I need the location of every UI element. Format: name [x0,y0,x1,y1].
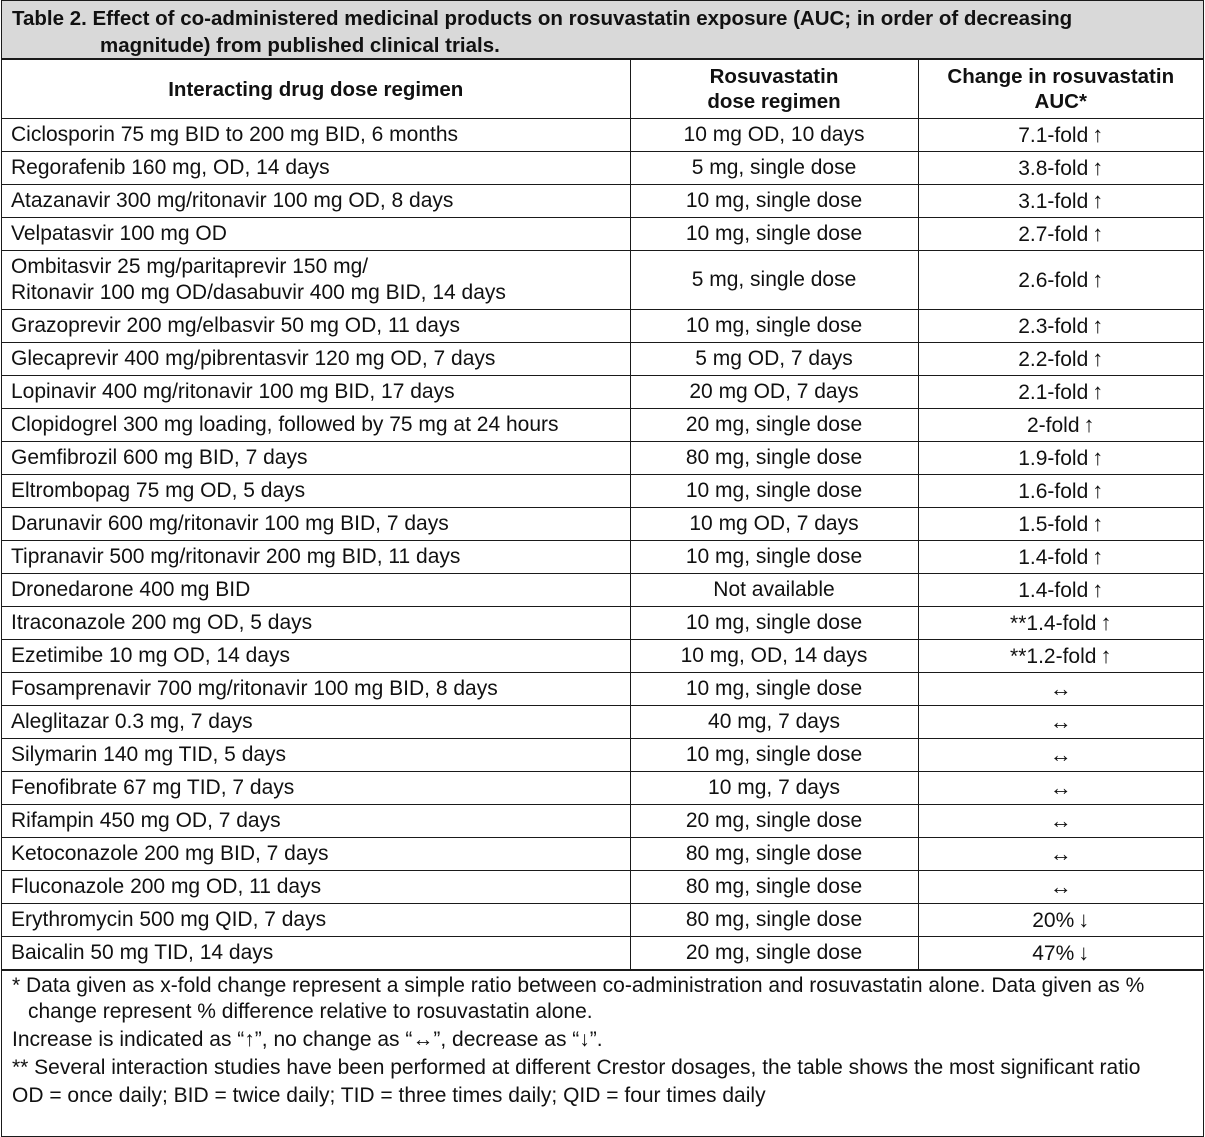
header-drug-label: Interacting drug dose regimen [168,77,464,101]
table-row [2,574,1203,607]
up-arrow-icon: ↑ [1092,510,1104,536]
cell-interacting-drug [2,541,630,574]
down-arrow-icon: ↓ [1078,906,1090,932]
up-arrow-icon: ↑ [1092,121,1104,147]
table-row [2,871,1203,904]
cell-interacting-drug [2,251,630,310]
auc-change-value: 1.4-fold [1018,578,1089,602]
table-row [2,904,1203,937]
cell-auc-change [918,251,1203,310]
auc-change-value: **1.4-fold [1010,611,1097,635]
cell-interacting-drug [2,185,630,218]
table-row [2,119,1203,152]
cell-interacting-drug [2,119,630,152]
cell-rosuvastatin-dose: Not available [630,574,918,607]
cell-auc-change [918,739,1203,772]
auc-change-value: 1.4-fold [1018,545,1089,569]
cell-interacting-drug [2,904,630,937]
cell-interacting-drug [2,409,630,442]
up-arrow-icon: ↑ [1092,312,1104,338]
cell-rosuvastatin-dose: 10 mg, single dose [630,541,918,574]
header-rosuvastatin-dose [630,60,918,119]
cell-rosuvastatin-dose: 5 mg, single dose [630,251,918,310]
table-row [2,541,1203,574]
table-row [2,508,1203,541]
auc-change-value: 3.8-fold [1018,156,1089,180]
footnote-abbreviations: OD = once daily; BID = twice daily; TID = three times daily; QID = four times daily [12,1084,766,1107]
drug-regimen-text: Eltrombopag 75 mg OD, 5 days [11,479,306,502]
cell-auc-change [918,805,1203,838]
cell-rosuvastatin-dose: 10 mg, OD, 14 days [630,640,918,673]
cell-interacting-drug [2,475,630,508]
cell-rosuvastatin-dose: 80 mg, single dose [630,904,918,937]
table-row [2,640,1203,673]
cell-interacting-drug [2,508,630,541]
cell-interacting-drug [2,805,630,838]
drug-regimen-text: Grazoprevir 200 mg/elbasvir 50 mg OD, 11 days [11,314,460,337]
cell-auc-change [918,904,1203,937]
cell-auc-change [918,706,1203,739]
table-row [2,442,1203,475]
table-row [2,343,1203,376]
drug-regimen-text: Silymarin 140 mg TID, 5 days [11,743,287,766]
cell-interacting-drug [2,574,630,607]
cell-auc-change [918,508,1203,541]
cell-rosuvastatin-dose: 10 mg, single dose [630,218,918,251]
cell-rosuvastatin-dose: 10 mg, single dose [630,673,918,706]
cell-auc-change [918,937,1203,970]
cell-interacting-drug [2,871,630,904]
cell-rosuvastatin-dose: 10 mg, single dose [630,475,918,508]
drug-regimen-text: Clopidogrel 300 mg loading, followed by 75 mg at 24 hours [11,413,559,436]
cell-rosuvastatin-dose: 5 mg OD, 7 days [630,343,918,376]
cell-interacting-drug [2,442,630,475]
cell-auc-change [918,871,1203,904]
auc-change-value: 1.9-fold [1018,446,1089,470]
table-row [2,251,1203,310]
cell-auc-change [918,442,1203,475]
footnote-arrow-legend: Increase is indicated as “↑”, no change as “↔”, decrease as “↓”. [12,1028,603,1051]
no-change-arrow-icon: ↔ [1049,708,1072,734]
down-arrow-icon: ↓ [1078,939,1090,965]
up-arrow-icon: ↑ [1100,642,1112,668]
table-row [2,607,1203,640]
cell-auc-change [918,640,1203,673]
drug-regimen-text: Glecaprevir 400 mg/pibrentasvir 120 mg OD, 7 days [11,347,496,370]
drug-regimen-text: Fosamprenavir 700 mg/ritonavir 100 mg BID, 8 days [11,677,498,700]
cell-rosuvastatin-dose: 80 mg, single dose [630,871,918,904]
auc-change-value: 2-fold [1026,413,1080,437]
up-arrow-icon: ↑ [1092,154,1104,180]
up-arrow-icon: ↑ [1092,477,1104,503]
cell-rosuvastatin-dose: 20 mg, single dose [630,805,918,838]
cell-auc-change [918,673,1203,706]
cell-interacting-drug [2,838,630,871]
drug-regimen-text: Erythromycin 500 mg QID, 7 days [11,908,327,931]
table-row [2,937,1203,970]
cell-interacting-drug [2,343,630,376]
cell-auc-change [918,475,1203,508]
drug-regimen-text: Ciclosporin 75 mg BID to 200 mg BID, 6 months [11,123,459,146]
up-arrow-icon: ↑ [1100,609,1112,635]
interaction-table-document [1,0,1204,1137]
table-row [2,409,1203,442]
caption-line-2: magnitude) from published clinical trials. [100,34,500,57]
up-arrow-icon: ↑ [1092,187,1104,213]
drug-regimen-text: Dronedarone 400 mg BID [11,578,251,601]
cell-auc-change [918,218,1203,251]
drug-regimen-text: Fluconazole 200 mg OD, 11 days [11,875,322,898]
cell-interacting-drug [2,937,630,970]
cell-rosuvastatin-dose: 10 mg, single dose [630,310,918,343]
no-change-arrow-icon: ↔ [1049,675,1072,701]
header-interacting-drug [2,60,630,119]
drug-regimen-text: Baicalin 50 mg TID, 14 days [11,941,274,964]
table-row [2,739,1203,772]
auc-change-value: **1.2-fold [1010,644,1097,668]
drug-regimen-text: Velpatasvir 100 mg OD [11,222,227,245]
table-row [2,838,1203,871]
cell-rosuvastatin-dose: 10 mg, single dose [630,739,918,772]
cell-rosuvastatin-dose: 80 mg, single dose [630,442,918,475]
drug-regimen-text: Ombitasvir 25 mg/paritaprevir 150 mg/ [11,255,369,278]
header-row [2,60,1203,119]
cell-auc-change [918,409,1203,442]
up-arrow-icon: ↑ [1092,543,1104,569]
up-arrow-icon: ↑ [1092,266,1104,292]
header-change-line-1: Change in rosuvastatin [947,65,1175,88]
cell-rosuvastatin-dose: 20 mg, single dose [630,409,918,442]
drug-regimen-text: Aleglitazar 0.3 mg, 7 days [11,710,253,733]
cell-interacting-drug [2,310,630,343]
cell-auc-change [918,185,1203,218]
cell-auc-change [918,541,1203,574]
auc-change-value: 1.6-fold [1018,479,1089,503]
cell-auc-change [918,838,1203,871]
cell-auc-change [918,310,1203,343]
drug-regimen-text: Ketoconazole 200 mg BID, 7 days [11,842,329,865]
cell-auc-change [918,574,1203,607]
drug-regimen-text: Atazanavir 300 mg/ritonavir 100 mg OD, 8 days [11,189,454,212]
table-row [2,218,1203,251]
table-row [2,673,1203,706]
header-dose-line-2: dose regimen [707,90,841,113]
header-auc-change [918,60,1203,119]
table-row [2,376,1203,409]
table-row [2,475,1203,508]
table-body [2,119,1203,970]
up-arrow-icon: ↑ [1092,220,1104,246]
table-row [2,185,1203,218]
cell-auc-change [918,607,1203,640]
cell-rosuvastatin-dose: 20 mg, single dose [630,937,918,970]
cell-interacting-drug [2,739,630,772]
cell-rosuvastatin-dose: 80 mg, single dose [630,838,918,871]
drug-regimen-text: Regorafenib 160 mg, OD, 14 days [11,156,330,179]
drug-interaction-table [2,60,1203,970]
table-row [2,805,1203,838]
up-arrow-icon: ↑ [1092,378,1104,404]
cell-interacting-drug [2,706,630,739]
cell-interacting-drug [2,607,630,640]
cell-auc-change [918,772,1203,805]
drug-regimen-text: Darunavir 600 mg/ritonavir 100 mg BID, 7 days [11,512,449,535]
auc-change-value: 20% [1032,908,1075,932]
table-caption [2,1,1203,60]
cell-interacting-drug [2,218,630,251]
drug-regimen-text: Lopinavir 400 mg/ritonavir 100 mg BID, 17 days [11,380,455,403]
up-arrow-icon: ↑ [1083,411,1095,437]
no-change-arrow-icon: ↔ [1049,741,1072,767]
cell-rosuvastatin-dose: 10 mg, 7 days [630,772,918,805]
cell-interacting-drug [2,673,630,706]
auc-change-value: 47% [1032,941,1075,965]
up-arrow-icon: ↑ [1092,444,1104,470]
cell-rosuvastatin-dose: 10 mg, single dose [630,185,918,218]
auc-change-value: 2.7-fold [1018,222,1089,246]
drug-regimen-text-line-2: Ritonavir 100 mg OD/dasabuvir 400 mg BID, 14 days [11,281,506,304]
drug-regimen-text: Ezetimibe 10 mg OD, 14 days [11,644,290,667]
up-arrow-icon: ↑ [1092,576,1104,602]
cell-rosuvastatin-dose: 10 mg, single dose [630,607,918,640]
cell-rosuvastatin-dose: 5 mg, single dose [630,152,918,185]
auc-change-value: 3.1-fold [1018,189,1089,213]
header-dose-line-1: Rosuvastatin [709,65,839,88]
cell-auc-change [918,376,1203,409]
auc-change-value: 7.1-fold [1018,123,1089,147]
table-row [2,772,1203,805]
caption-line-1: Table 2. Effect of co-administered medicinal products on rosuvastatin exposure (AUC; in order of decreasing [12,7,1073,30]
auc-change-value: 2.6-fold [1018,268,1089,292]
drug-regimen-text: Fenofibrate 67 mg TID, 7 days [11,776,295,799]
cell-rosuvastatin-dose: 10 mg OD, 10 days [630,119,918,152]
header-change-line-2: AUC* [1034,90,1087,113]
table-row [2,152,1203,185]
up-arrow-icon: ↑ [1092,345,1104,371]
footnote-fold-change: * Data given as x-fold change represent a simple ratio between co-administration and rosuvastatin alone. Data given as % change represent % difference relative to rosuvastatin alone. [12,974,1145,1023]
auc-change-value: 2.2-fold [1018,347,1089,371]
cell-rosuvastatin-dose: 40 mg, 7 days [630,706,918,739]
cell-rosuvastatin-dose: 20 mg OD, 7 days [630,376,918,409]
auc-change-value: 2.1-fold [1018,380,1089,404]
auc-change-value: 2.3-fold [1018,314,1089,338]
cell-auc-change [918,119,1203,152]
cell-auc-change [918,152,1203,185]
no-change-arrow-icon: ↔ [1049,774,1072,800]
table-footnotes [2,970,1203,1109]
cell-interacting-drug [2,772,630,805]
table-row [2,706,1203,739]
cell-interacting-drug [2,640,630,673]
cell-auc-change [918,343,1203,376]
table-row [2,310,1203,343]
no-change-arrow-icon: ↔ [1049,840,1072,866]
drug-regimen-text: Itraconazole 200 mg OD, 5 days [11,611,313,634]
no-change-arrow-icon: ↔ [1049,873,1072,899]
footnote-dosage-studies: ** Several interaction studies have been performed at different Crestor dosages, the table shows the most significant ratio [12,1056,1141,1079]
drug-regimen-text: Tipranavir 500 mg/ritonavir 200 mg BID, 11 days [11,545,461,568]
cell-rosuvastatin-dose: 10 mg OD, 7 days [630,508,918,541]
drug-regimen-text: Gemfibrozil 600 mg BID, 7 days [11,446,308,469]
no-change-arrow-icon: ↔ [1049,807,1072,833]
auc-change-value: 1.5-fold [1018,512,1089,536]
cell-interacting-drug [2,152,630,185]
cell-interacting-drug [2,376,630,409]
drug-regimen-text: Rifampin 450 mg OD, 7 days [11,809,281,832]
